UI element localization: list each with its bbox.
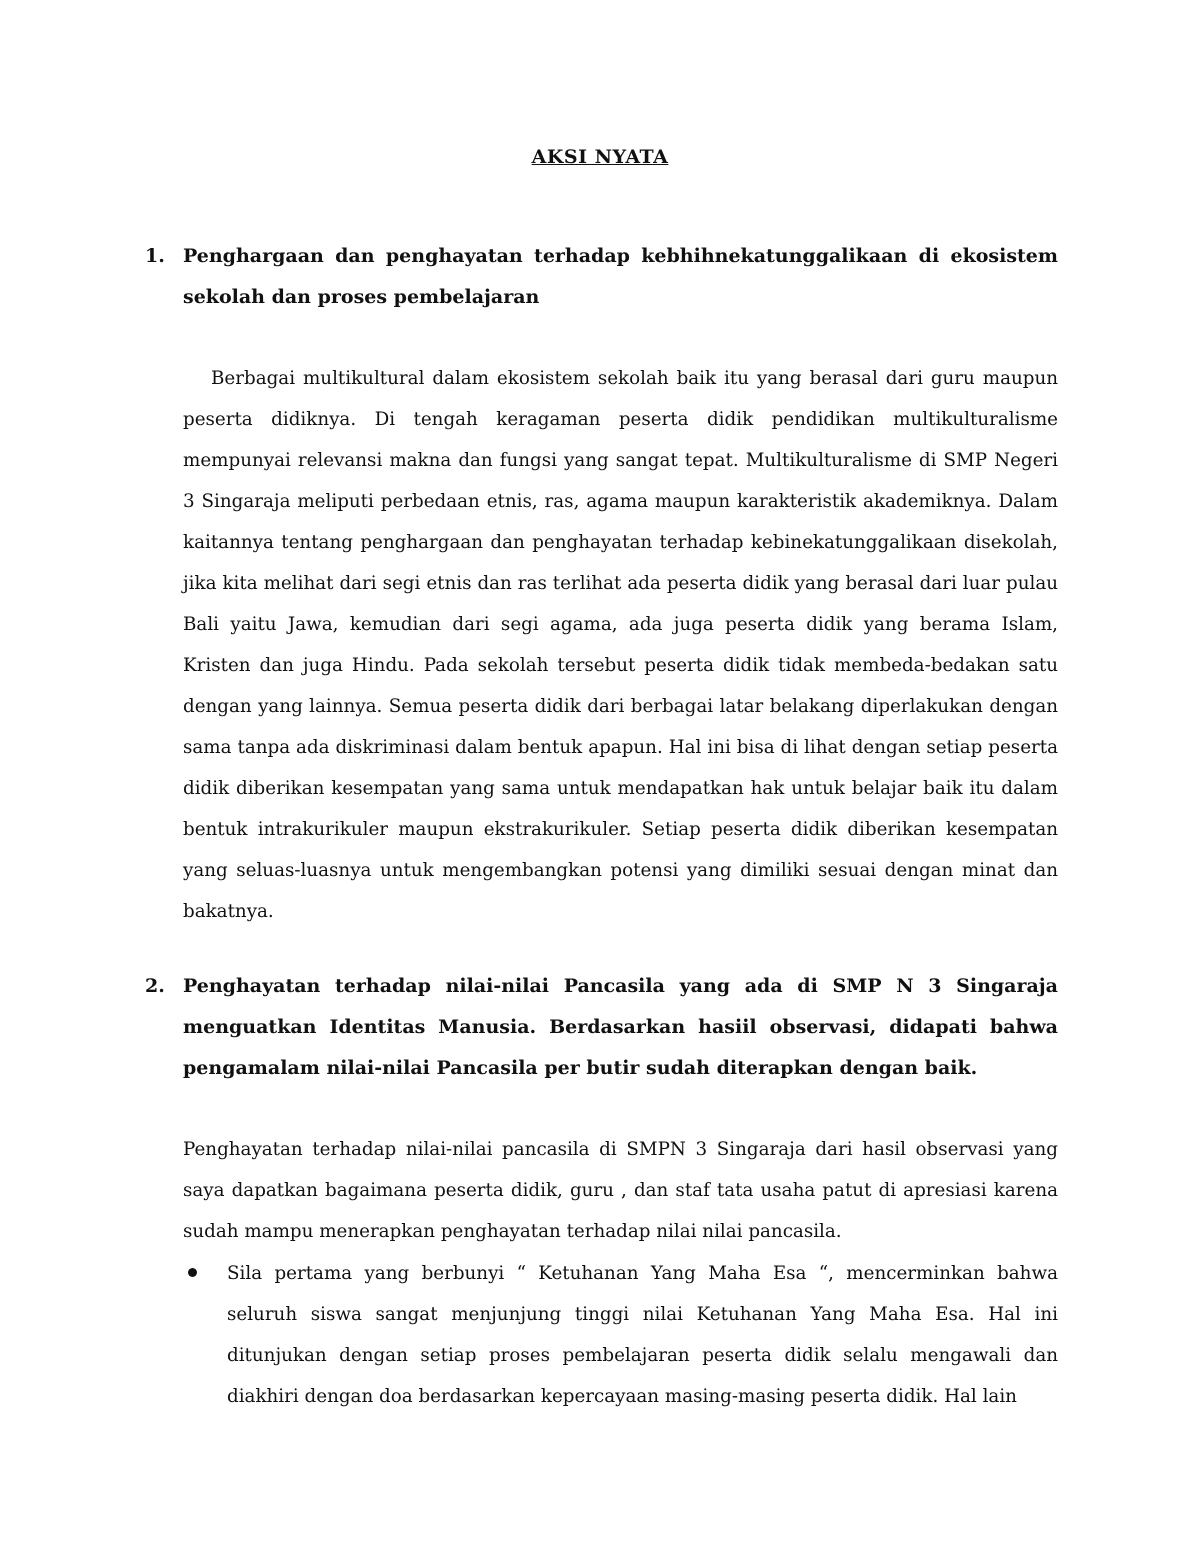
list-item-text: Sila pertama yang berbunyi “ Ketuhanan Yang Maha Esa “, mencerminkan bahwa seluruh siswa sangat menjunjung tinggi nilai Ketuhanan Yang Maha Esa. Hal ini ditunjukan dengan setiap proses pembelajaran peserta didik selalu mengawali dan diakhiri dengan doa berdasarkan kepercayaan masing-masing peserta didik. Hal lain <box>227 1263 1058 1407</box>
section-number: 2. <box>145 975 165 997</box>
section-paragraph: Penghayatan terhadap nilai-nilai pancasila di SMPN 3 Singaraja dari hasil observasi yang saya dapatkan bagaimana peserta didik, guru , dan staf tata usaha patut di apresiasi karena sudah mampu menerapkan penghayatan terhadap nilai nilai pancasila. <box>183 1139 1058 1242</box>
section-heading: Penghayatan terhadap nilai-nilai Pancasila yang ada di SMP N 3 Singaraja menguatkan Identitas Manusia. Berdasarkan hasiil observasi, didapati bahwa pengamalam nilai-nilai Pancasila per butir sudah diterapkan dengan baik. <box>183 975 1058 1079</box>
section-paragraph: Berbagai multikultural dalam ekosistem sekolah baik itu yang berasal dari guru maupun peserta didiknya. Di tengah keragaman peserta didik pendidikan multikulturalisme mempunyai relevansi makna dan fungsi yang sangat tepat. Multikulturalisme di SMP Negeri 3 Singaraja meliputi perbedaan etnis, ras, agama maupun karakteristik akademiknya. Dalam kaitannya tentang penghargaan dan penghayatan terhadap kebinekatunggalikaan disekolah, jika kita melihat dari segi etnis dan ras terlihat ada peserta didik yang berasal dari luar pulau Bali yaitu Jawa, kemudian dari segi agama, ada juga peserta didik yang berama Islam, Kristen dan juga Hindu. Pada sekolah tersebut peserta didik tidak membeda-bedakan satu dengan yang lainnya. Semua peserta didik dari berbagai latar belakang diperlakukan dengan sama tanpa ada diskriminasi dalam bentuk apapun. Hal ini bisa di lihat dengan setiap peserta didik diberikan kesempatan yang sama untuk mendapatkan hak untuk belajar baik itu dalam bentuk intrakurikuler maupun ekstrakurikuler. Setiap peserta didik diberikan kesempatan yang seluas-luasnya untuk mengembangkan potensi yang dimiliki sesuai dengan minat dan bakatnya. <box>183 368 1058 922</box>
bullet-list <box>183 1253 1058 1417</box>
bullet-icon <box>188 1268 197 1277</box>
section-2 <box>145 966 1058 1252</box>
document-title: AKSI NYATA <box>531 146 669 168</box>
list-item <box>183 1253 1058 1417</box>
section-heading: Penghargaan dan penghayatan terhadap kebhihnekatunggalikaan di ekosistem sekolah dan proses pembelajaran <box>183 245 1058 308</box>
section-1 <box>145 236 1058 932</box>
section-number: 1. <box>145 245 165 267</box>
